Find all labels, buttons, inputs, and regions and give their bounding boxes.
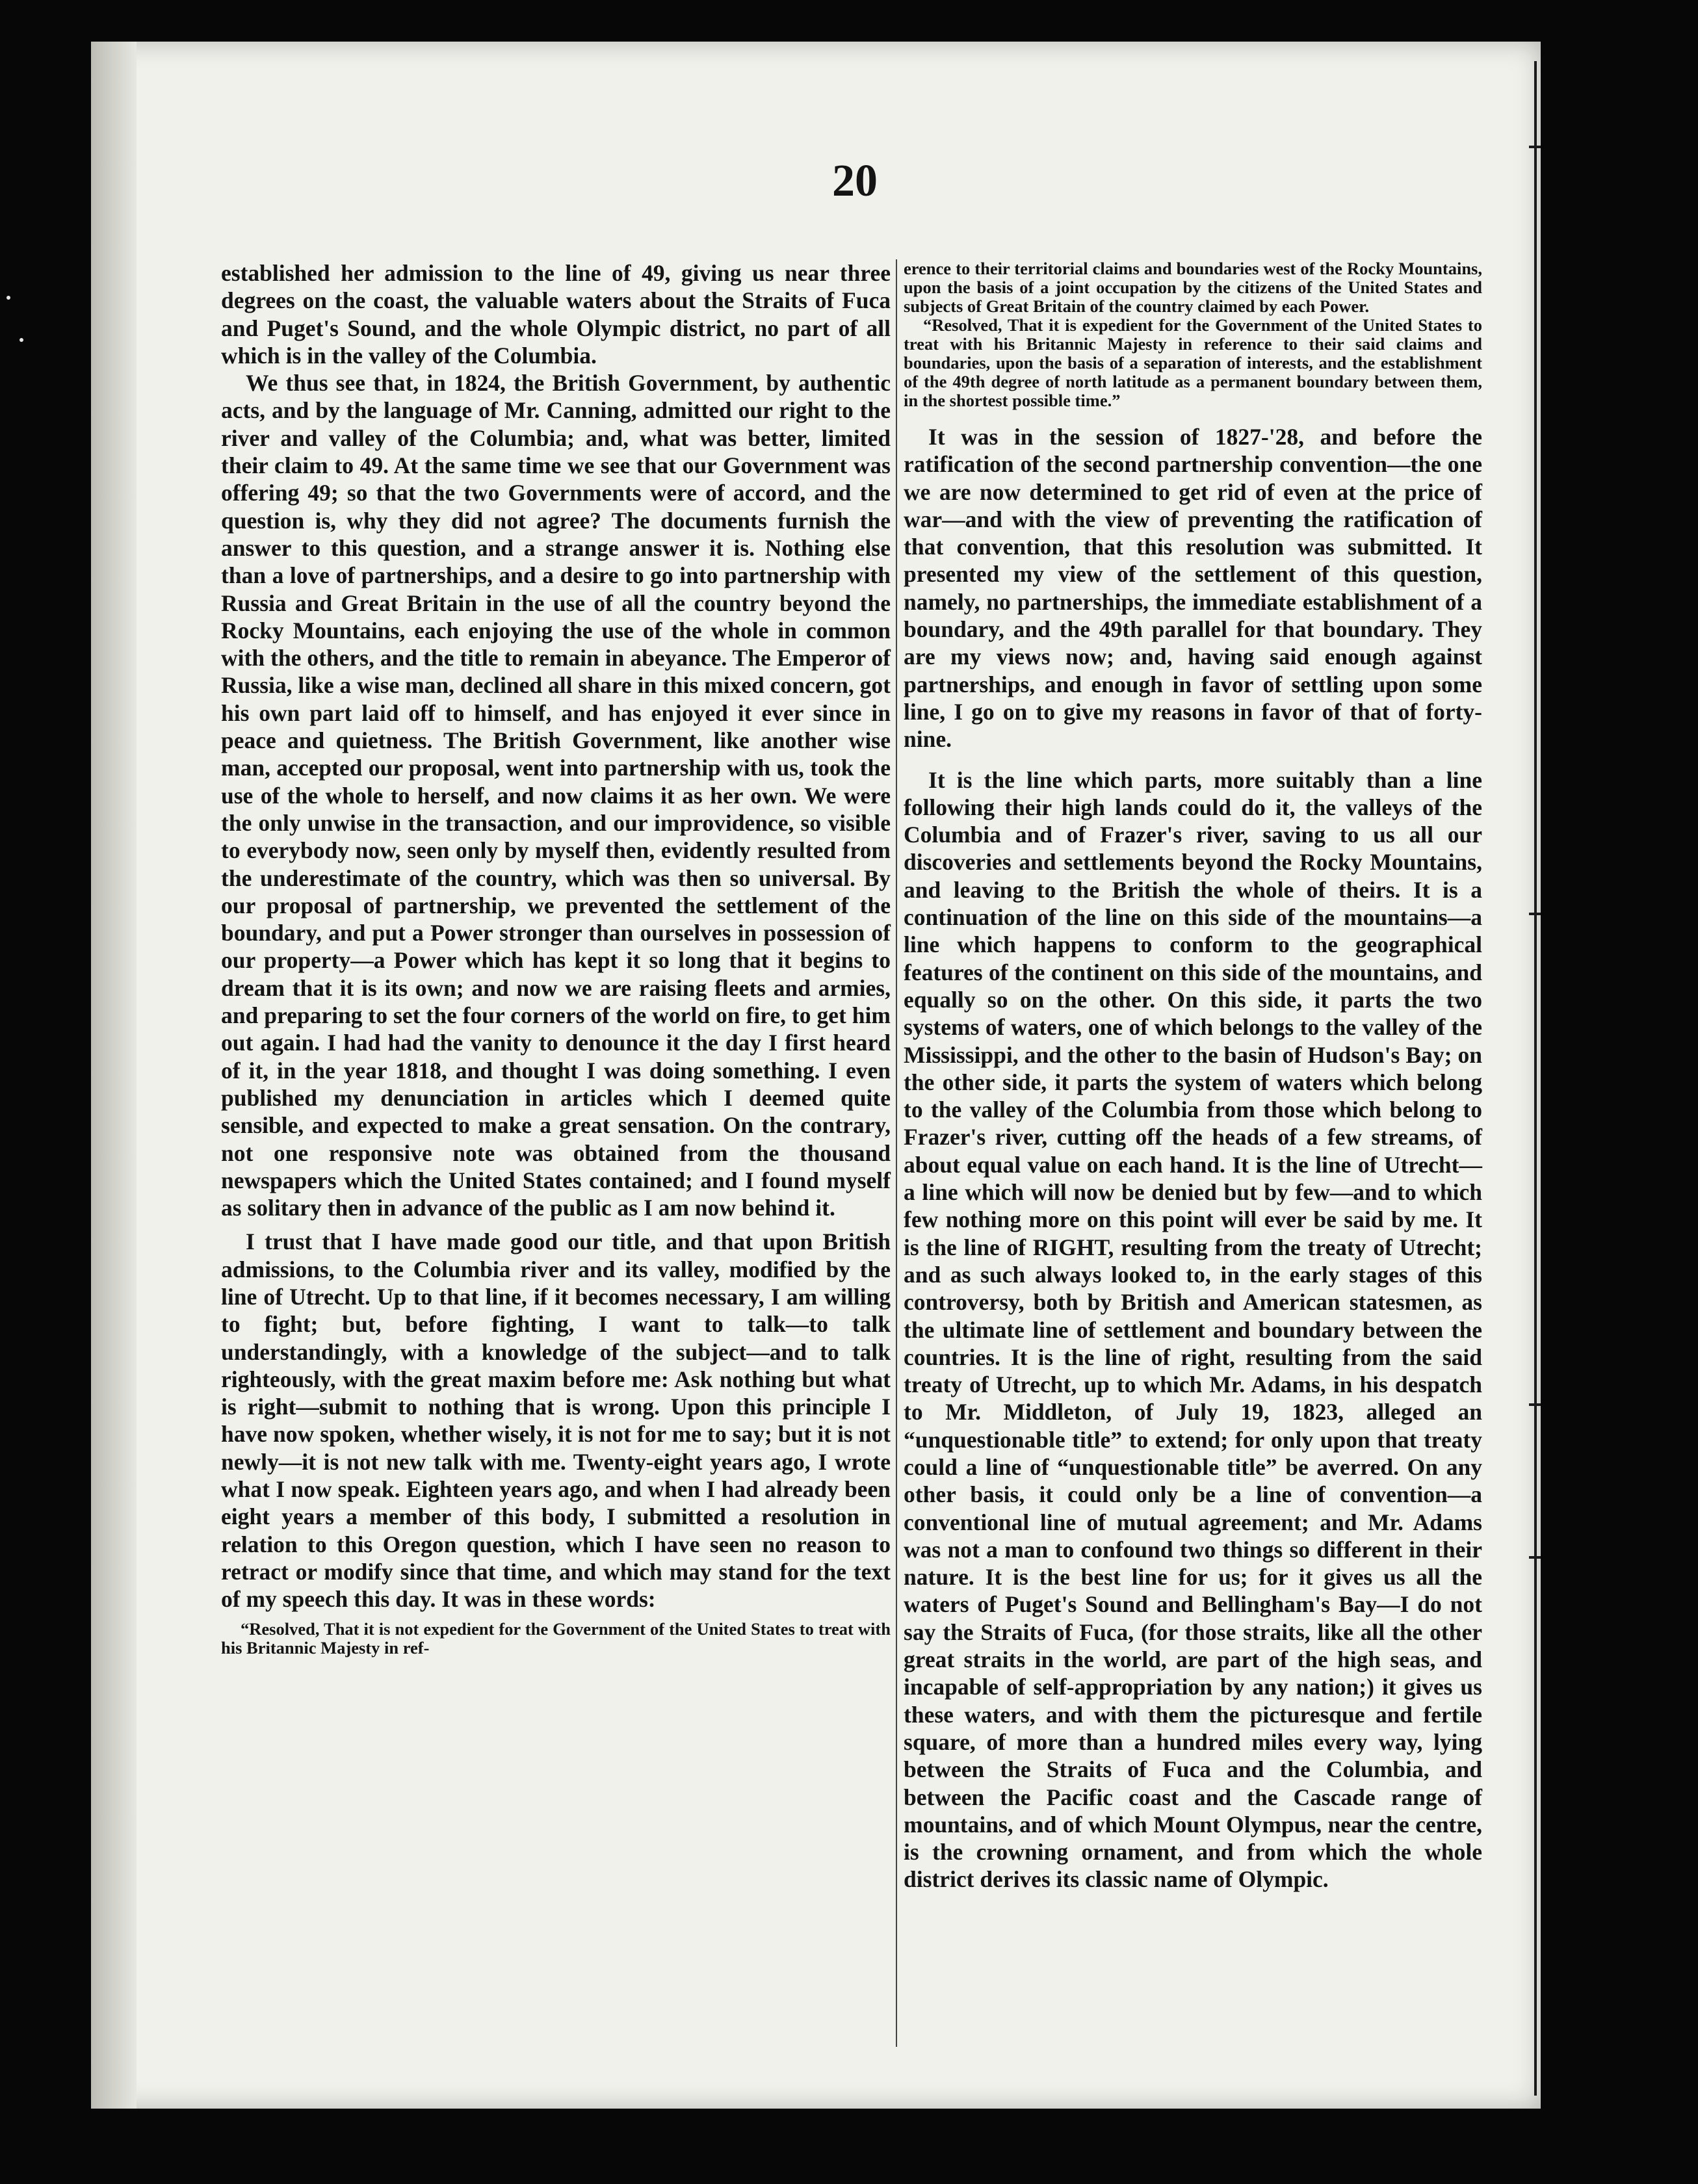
paragraph: I trust that I have made good our title, and that upon British admissions, to the Columbia river and its valley, modified by the line of Utrecht. Up to that line, if it becomes necessary, I am willing to fight; but, before fighting, I want to talk—to talk understandingly, with a knowledge of the subject—and to talk righteously, with the great maxim before me: Ask nothing but what is right—submit to nothing that is wrong. Upon this principle I have now spoken, whether wisely, it is not for me to say; but it is not newly—it is not new talk with me. Twenty-eight years ago, I wrote what I now speak. Eighteen years ago, and when I had already been eight years a member of this body, I submitted a resolution in relation to this Oregon question, which I have seen no reason to retract or modify since that time, and which may stand for the text of my speech this day. It was in these words: xyxy=(221,1228,891,1613)
paragraph: established her admission to the line of 49, giving us near three degrees on the coast, the valuable waters about the Straits of Fuca and Puget's Sound, and the whole Olympic district, no part of all which is in the valley of the Columbia. xyxy=(221,260,891,369)
page-number: 20 xyxy=(832,156,878,206)
edge-tick xyxy=(1529,146,1541,148)
edge-tick xyxy=(1529,1403,1541,1406)
edge-tick xyxy=(1529,1556,1541,1559)
resolution-quote: “Resolved, That it is not expedient for the Government of the United States to treat with his Britannic Majesty in ref- xyxy=(221,1618,891,1658)
resolution-quote: erence to their territorial claims and boundaries west of the Rocky Mountains, upon the basis of a joint occupation by the citizens of the United States and subjects of Great Britain of the country claimed by each Power. xyxy=(904,259,1482,316)
scan-speck xyxy=(20,338,23,342)
document-page xyxy=(91,42,1541,2109)
left-column xyxy=(221,259,891,1658)
right-column xyxy=(904,259,1482,1893)
paragraph: It is the line which parts, more suitably than a line following their high lands could do it, the valleys of the Columbia and of Frazer's river, saving to us all our discoveries and settlements beyond the Rocky Mountains, and leaving to the British the whole of theirs. It is a continuation of the line on this side of the mountains—a line which happens to conform to the geographical features of the continent on this side of the mountains, and equally so on the other. On this side, it parts the two systems of waters, one of which belongs to the valley of the Mississippi, and the other to the basin of Hudson's Bay; on the other side, it parts the system of waters which belong to the valley of the Columbia from those which belong to Frazer's river, cutting off the heads of a few streams, of about equal value on each hand. It is the line of Utrecht—a line which will now be denied but by few—and to which few nothing more on this point will ever be said by me. It is the line of RIGHT, resulting from the treaty of Utrecht; and as such always looked to, in the early stages of this controversy, both by British and American statesmen, as the ultimate line of settlement and boundary between the countries. It is the line of right, resulting from the said treaty of Utrecht, up to which Mr. Adams, in his despatch to Mr. Middleton, of July 19, 1823, alleged an “unquestionable title” to extend; for only upon that treaty could a line of “unquestionable title” be averred. On any other basis, it could only be a line of convention—a conventional line of mutual agreement; and Mr. Adams was not a man to confound two things so different in their nature. It is the best line for us; for it gives us all the waters of Puget's Sound and Bellingham's Bay—I do not say the Straits of Fuca, (for those straits, like all the other great straits in the world, are part of the high seas, and incapable of self-appropriation by any nation;) it gives us these waters, and with them the picturesque and fertile square, of more than a hundred miles every way, lying between the Straits of Fuca and the Columbia, and between the Pacific coast and the Cascade range of mountains, and of which Mount Olympus, near the centre, is the crowning ornament, and from which the whole district derives its classic name of Olympic. xyxy=(904,766,1482,1893)
resolution-quote: “Resolved, That it is expedient for the Government of the United States to treat with his Britannic Majesty in reference to their said claims and boundaries, upon the basis of a separation of interests, and the establishment of the 49th degree of north latitude as a permanent boundary between them, in the shortest possible time.” xyxy=(904,315,1482,410)
column-divider xyxy=(896,259,897,2047)
paragraph: We thus see that, in 1824, the British Government, by authentic acts, and by the language of Mr. Canning, admitted our right to the river and valley of the Columbia; and, what was better, limited their claim to 49. At the same time we see that our Government was offering 49; so that the two Governments were of accord, and the question is, why they did not agree? The documents furnish the answer to this question, and a strange answer it is. Nothing else than a love of partnerships, and a desire to go into partnership with Russia and Great Britain in the use of all the country beyond the Rocky Mountains, each enjoying the use of the whole in common with the others, and the title to remain in abeyance. The Emperor of Russia, like a wise man, declined all share in this mixed concern, got his own part laid off to himself, and has enjoyed it ever since in peace and quietness. The British Government, like another wise man, accepted our proposal, went into partnership with us, took the use of the whole to herself, and now claims it as her own. We were the only unwise in the transaction, and our improvidence, so visible to everybody now, seen only by myself then, evidently resulted from the underestimate of the country, which was then so universal. By our proposal of partnership, we prevented the settlement of the boundary, and put a Power stronger than ourselves in possession of our property—a Power which has kept it so long that it begins to dream that it is its own; and now we are raising fleets and armies, and preparing to set the four corners of the world on fire, to get him out again. I had had the vanity to denounce it the day I first heard of it, in the year 1818, and thought I was doing something. I even published my denunciation in articles which I deemed quite sensible, and expected to make a great sensation. On the contrary, not one responsive note was obtained from the thousand newspapers which the United States contained; and I found myself as solitary then in advance of the public as I am now behind it. xyxy=(221,370,891,1221)
scan-speck xyxy=(7,296,10,300)
edge-tick xyxy=(1529,913,1541,915)
page-fold-shadow xyxy=(91,42,137,2109)
right-page-edge xyxy=(1534,61,1537,2096)
paragraph: It was in the session of 1827-'28, and before the ratification of the second partnership convention—the one we are now determined to get rid of even at the price of war—and with the view of preventing the ratification of that convention, that this resolution was submitted. It presented my view of the settlement of this question, namely, no partnerships, the immediate establishment of a boundary, and the 49th parallel for that boundary. They are my views now; and, having said enough against partnerships, and enough in favor of settling upon some line, I go on to give my reasons in favor of that of forty-nine. xyxy=(904,424,1482,753)
